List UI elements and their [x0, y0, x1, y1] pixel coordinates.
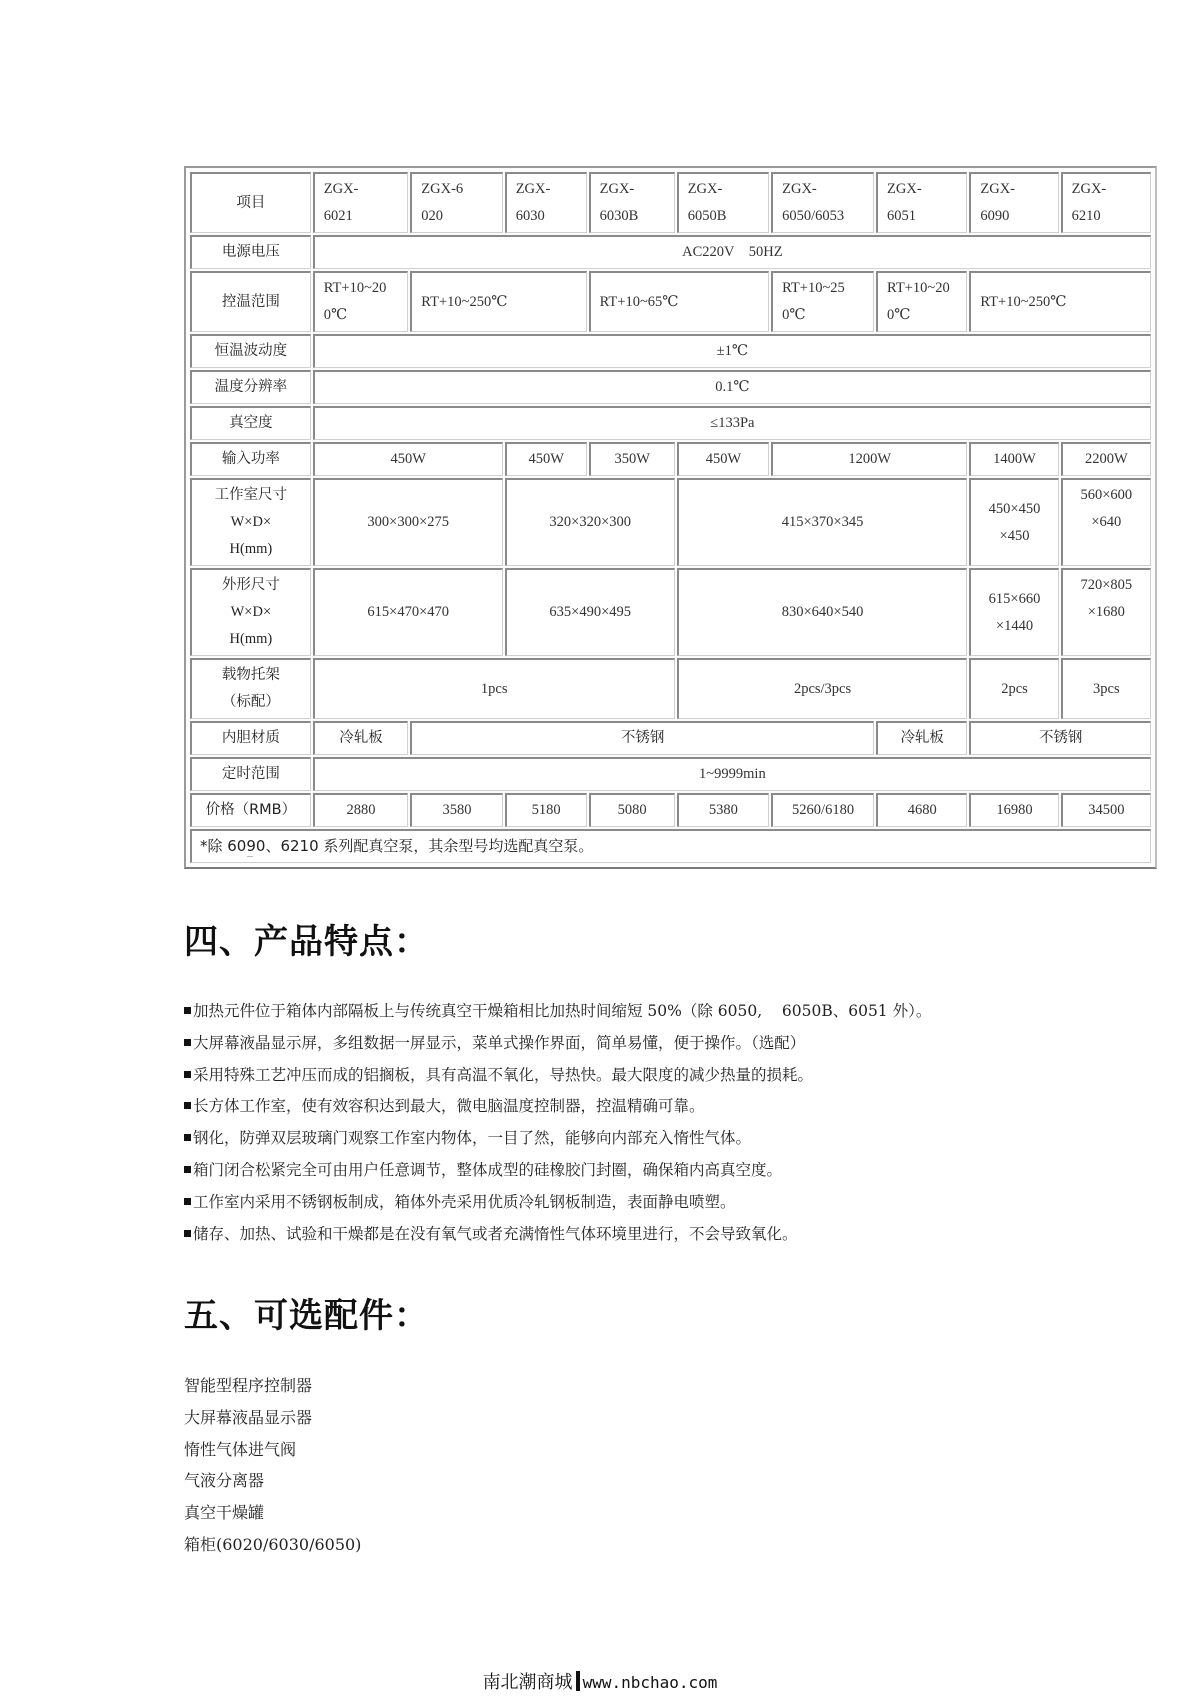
row-label: 输入功率	[190, 442, 311, 476]
price-cell: 5380	[677, 793, 769, 827]
shelves-cell: 2pcs/3pcs	[677, 658, 968, 719]
features-heading: 四、产品特点：	[184, 922, 429, 962]
row-label: 价格（RMB）	[190, 793, 311, 827]
row-label: 恒温波动度	[190, 334, 311, 368]
shelves-cell: 2pcs	[969, 658, 1058, 719]
shelves-cell: 1pcs	[313, 658, 675, 719]
power-cell: 350W	[589, 442, 675, 476]
feature-item: 工作室内采用不锈钢板制成，箱体外壳采用优质冷轧钢板制造，表面静电喷塑。	[184, 1187, 931, 1219]
price-cell: 5180	[505, 793, 587, 827]
temp-range-cell: RT+10~250℃	[969, 271, 1151, 332]
chamber-size-cell: 320×320×300	[505, 478, 675, 566]
price-cell: 3580	[410, 793, 502, 827]
temp-range-cell: RT+10~25 0℃	[771, 271, 874, 332]
model-6030b: ZGX- 6030B	[589, 172, 675, 233]
row-voltage	[190, 235, 1151, 269]
square-bullet-icon	[184, 1007, 191, 1014]
feature-item: 长方体工作室，使有效容积达到最大，微电脑温度控制器，控温精确可靠。	[184, 1091, 931, 1123]
liner-cell: 冷轧板	[876, 721, 967, 755]
outer-size-cell: 720×805 ×1680	[1061, 568, 1151, 656]
square-bullet-icon	[184, 1102, 191, 1109]
accessory-item: 箱柜(6020/6030/6050)	[184, 1534, 362, 1554]
accessory-item: 惰性气体进气阀	[184, 1439, 297, 1459]
voltage-value: AC220V 50HZ	[313, 235, 1151, 269]
temp-range-cell: RT+10~65℃	[589, 271, 770, 332]
power-cell: 450W	[505, 442, 587, 476]
row-label: 载物托架 （标配）	[190, 658, 311, 719]
feature-item: 大屏幕液晶显示屏，多组数据一屏显示，菜单式操作界面，简单易懂，便于操作。（选配）	[184, 1028, 931, 1060]
row-outer-size	[190, 568, 1151, 656]
liner-cell: 不锈钢	[969, 721, 1151, 755]
divider-bar	[576, 1671, 580, 1691]
outer-size-cell: 635×490×495	[505, 568, 675, 656]
outer-size-cell: 615×470×470	[313, 568, 503, 656]
chamber-size-cell: 300×300×275	[313, 478, 503, 566]
outer-size-cell: 615×660 ×1440	[969, 568, 1058, 656]
row-fluctuation	[190, 334, 1151, 368]
model-6050b: ZGX- 6050B	[677, 172, 769, 233]
feature-item: 箱门闭合松紧完全可由用户任意调节，整体成型的硅橡胶门封圈，确保箱内高真空度。	[184, 1155, 931, 1187]
temp-range-cell: RT+10~250℃	[410, 271, 586, 332]
model-6050-6053: ZGX- 6050/6053	[771, 172, 874, 233]
header-label: 项目	[190, 172, 311, 233]
model-6090: ZGX- 6090	[969, 172, 1058, 233]
temp-range-cell: RT+10~20 0℃	[876, 271, 967, 332]
row-label: 真空度	[190, 406, 311, 440]
row-header	[190, 172, 1151, 233]
power-cell: 1400W	[969, 442, 1058, 476]
power-cell: 450W	[677, 442, 769, 476]
price-cell: 5260/6180	[771, 793, 874, 827]
row-shelves	[190, 658, 1151, 719]
chamber-size-cell: 415×370×345	[677, 478, 968, 566]
temp-range-cell: RT+10~20 0℃	[313, 271, 409, 332]
row-vacuum	[190, 406, 1151, 440]
power-cell: 1200W	[771, 442, 967, 476]
power-cell: 2200W	[1061, 442, 1151, 476]
price-cell: 16980	[969, 793, 1058, 827]
square-bullet-icon	[184, 1230, 191, 1237]
fluctuation-value: ±1℃	[313, 334, 1151, 368]
feature-item: 钢化，防弹双层玻璃门观察工作室内物体，一目了然，能够向内部充入惰性气体。	[184, 1123, 931, 1155]
footer-brand: 南北潮商城	[482, 1672, 573, 1693]
square-bullet-icon	[184, 1134, 191, 1141]
liner-cell: 冷轧板	[313, 721, 409, 755]
row-timer	[190, 757, 1151, 791]
square-bullet-icon	[184, 1039, 191, 1046]
model-6020: ZGX-6 020	[410, 172, 502, 233]
chamber-size-cell: 560×600 ×640	[1061, 478, 1151, 566]
feature-item: 储存、加热、试验和干燥都是在没有氧气或者充满惰性气体环境里进行，不会导致氧化。	[184, 1219, 931, 1251]
shelves-cell: 3pcs	[1061, 658, 1151, 719]
liner-cell: 不锈钢	[410, 721, 874, 755]
accessories-heading: 五、可选配件：	[184, 1296, 429, 1336]
footer-url[interactable]: www.nbchao.com	[582, 1673, 718, 1692]
square-bullet-icon	[184, 1166, 191, 1173]
row-label: 外形尺寸 W×D× H(mm)	[190, 568, 311, 656]
row-price	[190, 793, 1151, 827]
accessories-list	[184, 1370, 361, 1561]
row-resolution	[190, 370, 1151, 404]
timer-value: 1~9999min	[313, 757, 1151, 791]
price-cell: 34500	[1061, 793, 1151, 827]
table-note: *除 6090、6210 系列配真空泵，其余型号均选配真空泵。	[190, 829, 1151, 863]
spec-table-frame	[184, 166, 1157, 869]
accessory-item: 智能型程序控制器	[184, 1376, 313, 1395]
row-label: 内胆材质	[190, 721, 311, 755]
square-bullet-icon	[184, 1198, 191, 1205]
row-chamber-size	[190, 478, 1151, 566]
price-cell: 5080	[589, 793, 675, 827]
power-cell: 450W	[313, 442, 503, 476]
model-6030: ZGX- 6030	[505, 172, 587, 233]
model-6051: ZGX- 6051	[876, 172, 967, 233]
resolution-value: 0.1℃	[313, 370, 1151, 404]
row-power	[190, 442, 1151, 476]
row-temp-range	[190, 271, 1151, 332]
row-label: 控温范围	[190, 271, 311, 332]
chamber-size-cell: 450×450 ×450	[969, 478, 1058, 566]
outer-size-cell: 830×640×540	[677, 568, 968, 656]
features-list	[184, 996, 931, 1250]
row-note	[190, 829, 1151, 863]
feature-item: 加热元件位于箱体内部隔板上与传统真空干燥箱相比加热时间缩短 50%（除 6050, 6050B、6051 外）。	[184, 996, 931, 1028]
model-6210: ZGX- 6210	[1061, 172, 1151, 233]
row-label: 温度分辨率	[190, 370, 311, 404]
spec-table	[188, 170, 1153, 865]
row-label: 工作室尺寸 W×D× H(mm)	[190, 478, 311, 566]
feature-item: 采用特殊工艺冲压而成的铝搁板，具有高温不氧化，导热快。最大限度的减少热量的损耗。	[184, 1060, 931, 1092]
price-cell: 2880	[313, 793, 409, 827]
price-cell: 4680	[876, 793, 967, 827]
footer	[0, 1668, 1200, 1694]
vacuum-value: ≤133Pa	[313, 406, 1151, 440]
row-liner	[190, 721, 1151, 755]
square-bullet-icon	[184, 1071, 191, 1078]
stray-mark	[247, 856, 253, 857]
model-6021: ZGX- 6021	[313, 172, 409, 233]
row-label: 定时范围	[190, 757, 311, 791]
accessory-item: 大屏幕液晶显示器	[184, 1407, 313, 1427]
accessory-item: 气液分离器	[184, 1471, 265, 1491]
row-label: 电源电压	[190, 235, 311, 269]
accessory-item: 真空干燥罐	[184, 1503, 265, 1523]
